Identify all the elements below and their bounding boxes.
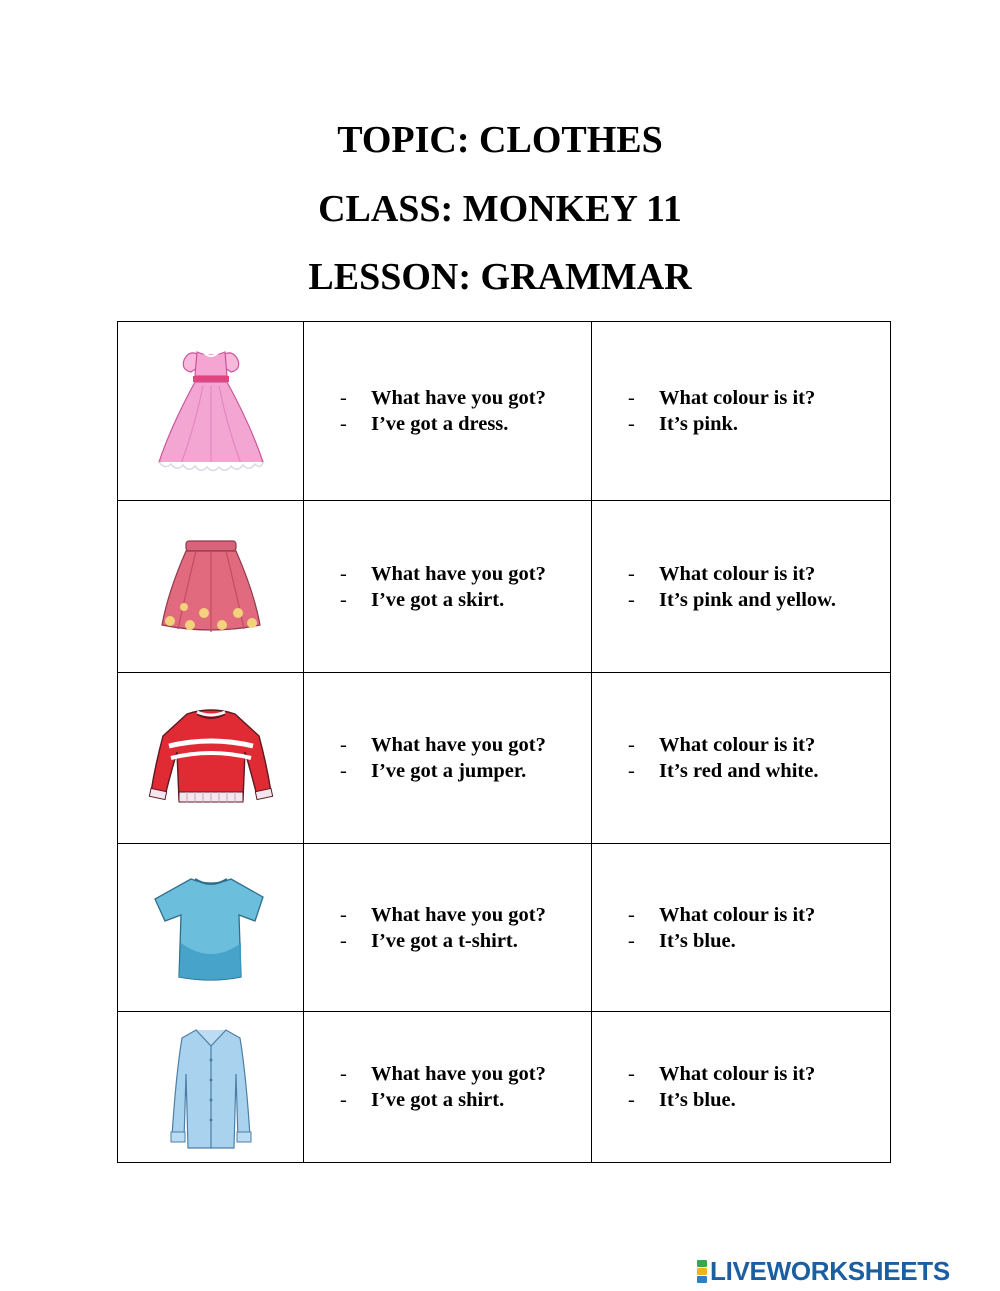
dash: - [340, 1063, 347, 1085]
answer-text: I’ve got a skirt. [371, 588, 505, 611]
question-text: What have you got? [371, 562, 546, 585]
answer-text: It’s blue. [659, 1089, 736, 1111]
liveworksheets-wordmark: LIVEWORKSHEETS [710, 1256, 950, 1286]
image-cell [118, 1012, 304, 1163]
dash: - [628, 760, 635, 782]
qa-list [592, 732, 890, 784]
qa-line [340, 411, 591, 437]
dash: - [628, 903, 635, 926]
answer-text: I’ve got a t-shirt. [371, 929, 518, 952]
question-text: What colour is it? [659, 1063, 816, 1085]
dash: - [628, 413, 635, 435]
question-text: What colour is it? [659, 734, 816, 756]
answer-text: It’s pink. [659, 413, 738, 435]
qa-line [340, 561, 591, 587]
dash: - [340, 1089, 347, 1111]
qa-line [340, 902, 591, 928]
qa-list [592, 385, 890, 437]
colour-cell [592, 844, 891, 1012]
qa-line [628, 1087, 890, 1113]
table-row [118, 1012, 891, 1163]
qa-line [628, 928, 890, 954]
dash: - [340, 588, 347, 611]
answer-text: It’s pink and yellow. [659, 588, 836, 611]
answer-text: It’s red and white. [659, 760, 819, 782]
dash: - [340, 734, 347, 756]
colour-cell [592, 1012, 891, 1163]
dash: - [628, 387, 635, 409]
dash: - [628, 734, 635, 756]
question-text: What have you got? [371, 734, 546, 756]
answer-text: I’ve got a jumper. [371, 760, 527, 782]
shirt-icon [166, 1024, 256, 1150]
qa-list [304, 385, 591, 437]
question-text: What have you got? [371, 903, 546, 926]
jumper-icon [147, 706, 275, 810]
question-text: What colour is it? [659, 903, 816, 926]
dash: - [340, 903, 347, 926]
table-row [118, 322, 891, 501]
qa-line [628, 385, 890, 411]
qa-list [304, 1061, 591, 1113]
qa-list [592, 1061, 890, 1113]
image-cell [118, 322, 304, 501]
qa-line [628, 1061, 890, 1087]
dash: - [340, 562, 347, 585]
answer-text: I’ve got a dress. [371, 413, 509, 435]
qa-line [340, 1061, 591, 1087]
clothes-table [117, 321, 891, 1163]
dash: - [628, 562, 635, 585]
dash: - [340, 387, 347, 409]
table-row [118, 501, 891, 673]
tshirt-icon [151, 873, 271, 983]
qa-line [340, 758, 591, 784]
skirt-icon [156, 537, 266, 637]
class-heading: CLASS: MONKEY 11 [318, 188, 682, 230]
dash: - [628, 929, 635, 952]
table-row [118, 844, 891, 1012]
qa-list [304, 902, 591, 954]
question-cell [304, 501, 592, 673]
qa-line [340, 928, 591, 954]
qa-list [592, 902, 890, 954]
dash: - [628, 588, 635, 611]
qa-list [592, 561, 890, 613]
dash: - [628, 1089, 635, 1111]
question-text: What have you got? [371, 387, 546, 409]
qa-line [628, 587, 890, 613]
qa-line [340, 385, 591, 411]
question-cell [304, 844, 592, 1012]
image-cell [118, 844, 304, 1012]
image-cell [118, 673, 304, 844]
qa-line [628, 561, 890, 587]
qa-line [340, 587, 591, 613]
colour-cell [592, 673, 891, 844]
dash: - [628, 1063, 635, 1085]
dress-icon [151, 346, 271, 476]
question-text: What colour is it? [659, 387, 816, 409]
liveworksheets-logo-icon [697, 1260, 707, 1283]
table-row [118, 673, 891, 844]
qa-line [628, 411, 890, 437]
qa-list [304, 561, 591, 613]
qa-line [340, 732, 591, 758]
colour-cell [592, 322, 891, 501]
colour-cell [592, 501, 891, 673]
question-text: What colour is it? [659, 562, 816, 585]
question-cell [304, 322, 592, 501]
liveworksheets-logo[interactable] [697, 1256, 950, 1286]
qa-line [340, 1087, 591, 1113]
dash: - [340, 413, 347, 435]
topic-heading: TOPIC: CLOTHES [337, 119, 663, 161]
question-text: What have you got? [371, 1063, 546, 1085]
image-cell [118, 501, 304, 673]
lesson-heading: LESSON: GRAMMAR [308, 256, 692, 298]
qa-line [628, 758, 890, 784]
qa-line [628, 902, 890, 928]
answer-text: It’s blue. [659, 929, 736, 952]
dash: - [340, 929, 347, 952]
answer-text: I’ve got a shirt. [371, 1089, 505, 1111]
question-cell [304, 1012, 592, 1163]
dash: - [340, 760, 347, 782]
qa-line [628, 732, 890, 758]
question-cell [304, 673, 592, 844]
qa-list [304, 732, 591, 784]
